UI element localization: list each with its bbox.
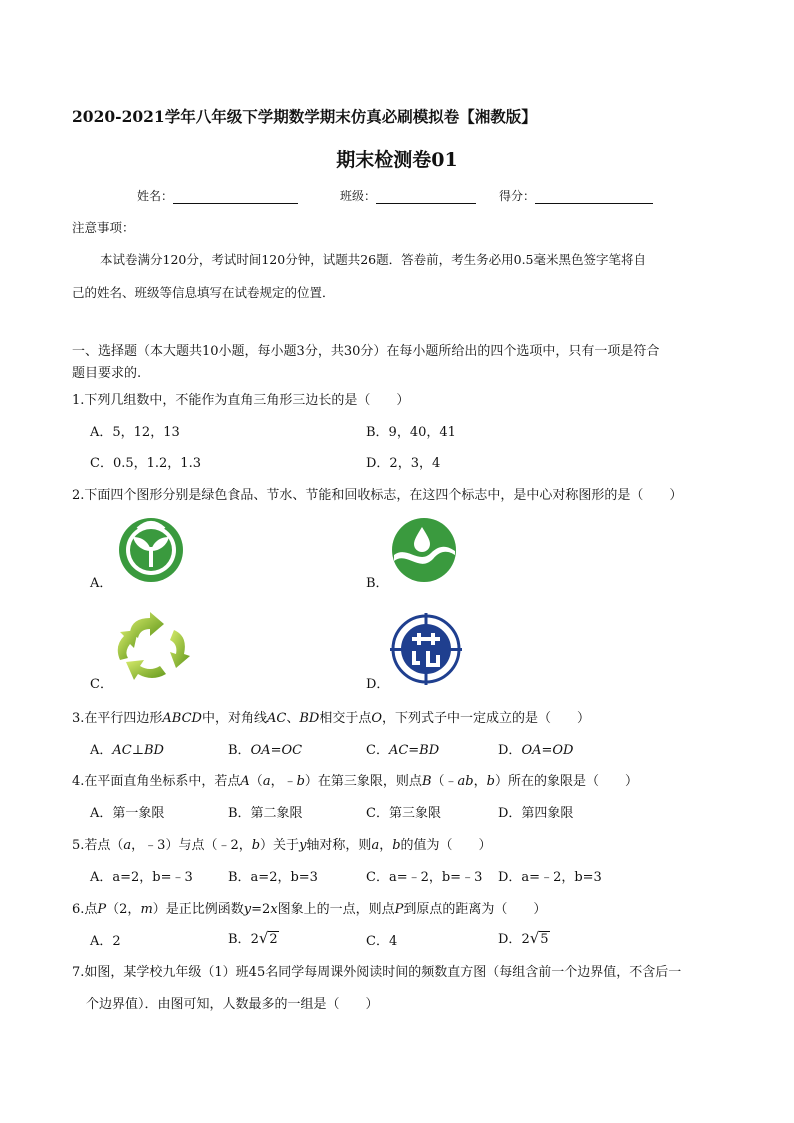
q4-text: ，: [473, 774, 487, 789]
score-label: 得分：: [499, 189, 536, 203]
option-text: OA=OD: [521, 743, 574, 758]
q6-stem: [72, 898, 546, 917]
radicand: 2: [269, 932, 278, 947]
q5-var: b: [251, 838, 261, 853]
option-label: D．: [498, 743, 522, 758]
q6-option-b[interactable]: [228, 928, 279, 947]
q5-option-c[interactable]: C．a=﹣2，b=﹣3: [366, 870, 483, 885]
q6-var: x: [270, 902, 278, 917]
water-saving-logo[interactable]: [389, 515, 459, 585]
radical-coefficient: 2: [250, 932, 259, 947]
q2-option-a[interactable]: A．: [90, 576, 113, 591]
option-label: C．: [366, 743, 389, 758]
q3-option-c[interactable]: [366, 739, 439, 758]
green-food-logo[interactable]: [116, 515, 186, 585]
radicand: 5: [540, 932, 549, 947]
notes-line-1: 本试卷满分120分，考试时间120分钟，试题共26题．答卷前，考生务必用0.5毫米黑色签字笔将自: [100, 252, 647, 267]
q3-var: AC: [266, 711, 287, 726]
q6-text: 到原点的距离为（ ）: [403, 902, 547, 917]
q5-var: b: [392, 838, 401, 853]
q5-var: y: [299, 838, 307, 853]
q3-text: 中，对角线: [201, 711, 267, 726]
q5-var: a: [123, 838, 132, 853]
q4-var: a: [262, 774, 271, 789]
q5-text: 的值为（ ）: [400, 838, 492, 853]
q3-text: ，下列式子中一定成立的是（ ）: [382, 711, 591, 726]
sqrt-symbol: √: [529, 929, 540, 947]
name-label: 姓名：: [137, 189, 174, 203]
q2-option-c[interactable]: C．: [90, 677, 113, 692]
q3-option-a[interactable]: [90, 739, 164, 758]
q4-var: B: [421, 774, 432, 789]
q6-var: y: [243, 902, 252, 917]
class-blank[interactable]: [376, 189, 476, 204]
q7-stem-line-2: 个边界值）．由图可知，人数最多的一组是（ ）: [86, 997, 379, 1012]
q4-text: （﹣: [431, 774, 458, 789]
option-label: A．: [90, 743, 113, 758]
section-heading-line-2: 题目要求的.: [72, 366, 142, 381]
name-blank[interactable]: [173, 189, 298, 204]
q4-stem: [72, 770, 638, 789]
q4-option-b[interactable]: B．第二象限: [228, 806, 303, 821]
name-field[interactable]: [137, 187, 298, 204]
q7-stem-line-1: 7.如图，某学校九年级（1）班45名同学每周课外阅读时间的频数直方图（每组含前一个边界值，不含后一: [72, 965, 682, 980]
q1-stem: 1.下列几组数中，不能作为直角三角形三边长的是（ ）: [72, 393, 410, 408]
notes-line-2: 己的姓名、班级等信息填写在试卷规定的位置．: [72, 285, 335, 300]
q3-text: 3.在平行四边形: [72, 711, 163, 726]
q4-var: A: [240, 774, 250, 789]
q6-option-a[interactable]: A．2: [90, 934, 121, 949]
q4-text: 4.在平面直角坐标系中，若点: [72, 774, 241, 789]
q6-option-d[interactable]: [498, 928, 550, 947]
class-label: 班级：: [340, 189, 377, 203]
q3-var: O: [371, 711, 383, 726]
exam-title: 期末检测卷01: [336, 149, 458, 171]
sqrt-symbol: √: [258, 929, 269, 947]
q6-text: =2: [251, 902, 271, 917]
energy-saving-logo[interactable]: [390, 613, 462, 685]
q6-text: 图象上的一点，则点: [277, 902, 395, 917]
q4-var: ab: [457, 774, 474, 789]
q1-option-d[interactable]: D．2，3，4: [366, 456, 441, 471]
q5-option-a[interactable]: A．a=2，b=﹣3: [90, 870, 193, 885]
q6-var: P: [97, 902, 107, 917]
q4-var: b: [486, 774, 495, 789]
notes-heading: 注意事项：: [72, 220, 135, 235]
q6-text: 6.点: [72, 902, 98, 917]
q5-stem: [72, 834, 492, 853]
q6-var: P: [394, 902, 404, 917]
q5-option-d[interactable]: D．a=﹣2，b=3: [498, 870, 602, 885]
q5-text: ）关于: [260, 838, 300, 853]
score-blank[interactable]: [535, 189, 653, 204]
q5-text: ，﹣3）与点（﹣2，: [131, 838, 252, 853]
q4-text: ，﹣: [270, 774, 297, 789]
q6-option-c[interactable]: C．4: [366, 934, 398, 949]
q4-option-a[interactable]: A．第一象限: [90, 806, 165, 821]
q4-text: ）在第三象限，则点: [304, 774, 422, 789]
section-heading-line-1: 一、选择题（本大题共10小题，每小题3分，共30分）在每小题所给出的四个选项中，只有一项是符合: [72, 344, 660, 359]
q3-option-d[interactable]: [498, 739, 573, 758]
q5-text: 轴对称，则: [306, 838, 372, 853]
q4-var: b: [296, 774, 305, 789]
q3-var: ABCD: [162, 711, 202, 726]
q1-option-c[interactable]: C．0.5，1.2，1.3: [90, 456, 201, 471]
option-text: AC⊥BD: [112, 743, 164, 758]
q5-text: ，: [379, 838, 393, 853]
q5-var: a: [371, 838, 380, 853]
q6-text: （2，: [106, 902, 141, 917]
q5-option-b[interactable]: B．a=2，b=3: [228, 870, 318, 885]
q5-text: 5.若点（: [72, 838, 124, 853]
q1-option-a[interactable]: A．5，12，13: [90, 425, 180, 440]
q3-text: 、: [286, 711, 300, 726]
exam-series-title: 2020-2021学年八年级下学期数学期末仿真必刷模拟卷【湘教版】: [72, 107, 537, 126]
option-text: AC=BD: [388, 743, 440, 758]
q6-text: ）是正比例函数: [152, 902, 244, 917]
q3-var: BD: [299, 711, 320, 726]
q6-var: m: [140, 902, 153, 917]
q3-stem: [72, 707, 590, 726]
class-field[interactable]: [340, 187, 476, 204]
q2-option-b[interactable]: B．: [366, 576, 389, 591]
option-label: B．: [228, 932, 251, 947]
q4-option-c[interactable]: C．第三象限: [366, 806, 441, 821]
q4-text: ）所在的象限是（ ）: [494, 774, 638, 789]
q2-option-d[interactable]: D．: [366, 677, 390, 692]
option-label: D．: [498, 932, 522, 947]
option-label: B．: [228, 743, 251, 758]
recycle-logo[interactable]: [112, 612, 192, 682]
q3-text: 相交于点: [319, 711, 372, 726]
score-field[interactable]: [499, 187, 653, 204]
q1-option-b[interactable]: B．9，40，41: [366, 425, 456, 440]
q4-text: （: [249, 774, 263, 789]
q3-option-b[interactable]: [228, 739, 302, 758]
q4-option-d[interactable]: D．第四象限: [498, 806, 574, 821]
q2-stem: 2.下面四个图形分别是绿色食品、节水、节能和回收标志，在这四个标志中，是中心对称图形的是（ ）: [72, 488, 683, 503]
option-text: OA=OC: [250, 743, 303, 758]
radical-coefficient: 2: [521, 932, 530, 947]
